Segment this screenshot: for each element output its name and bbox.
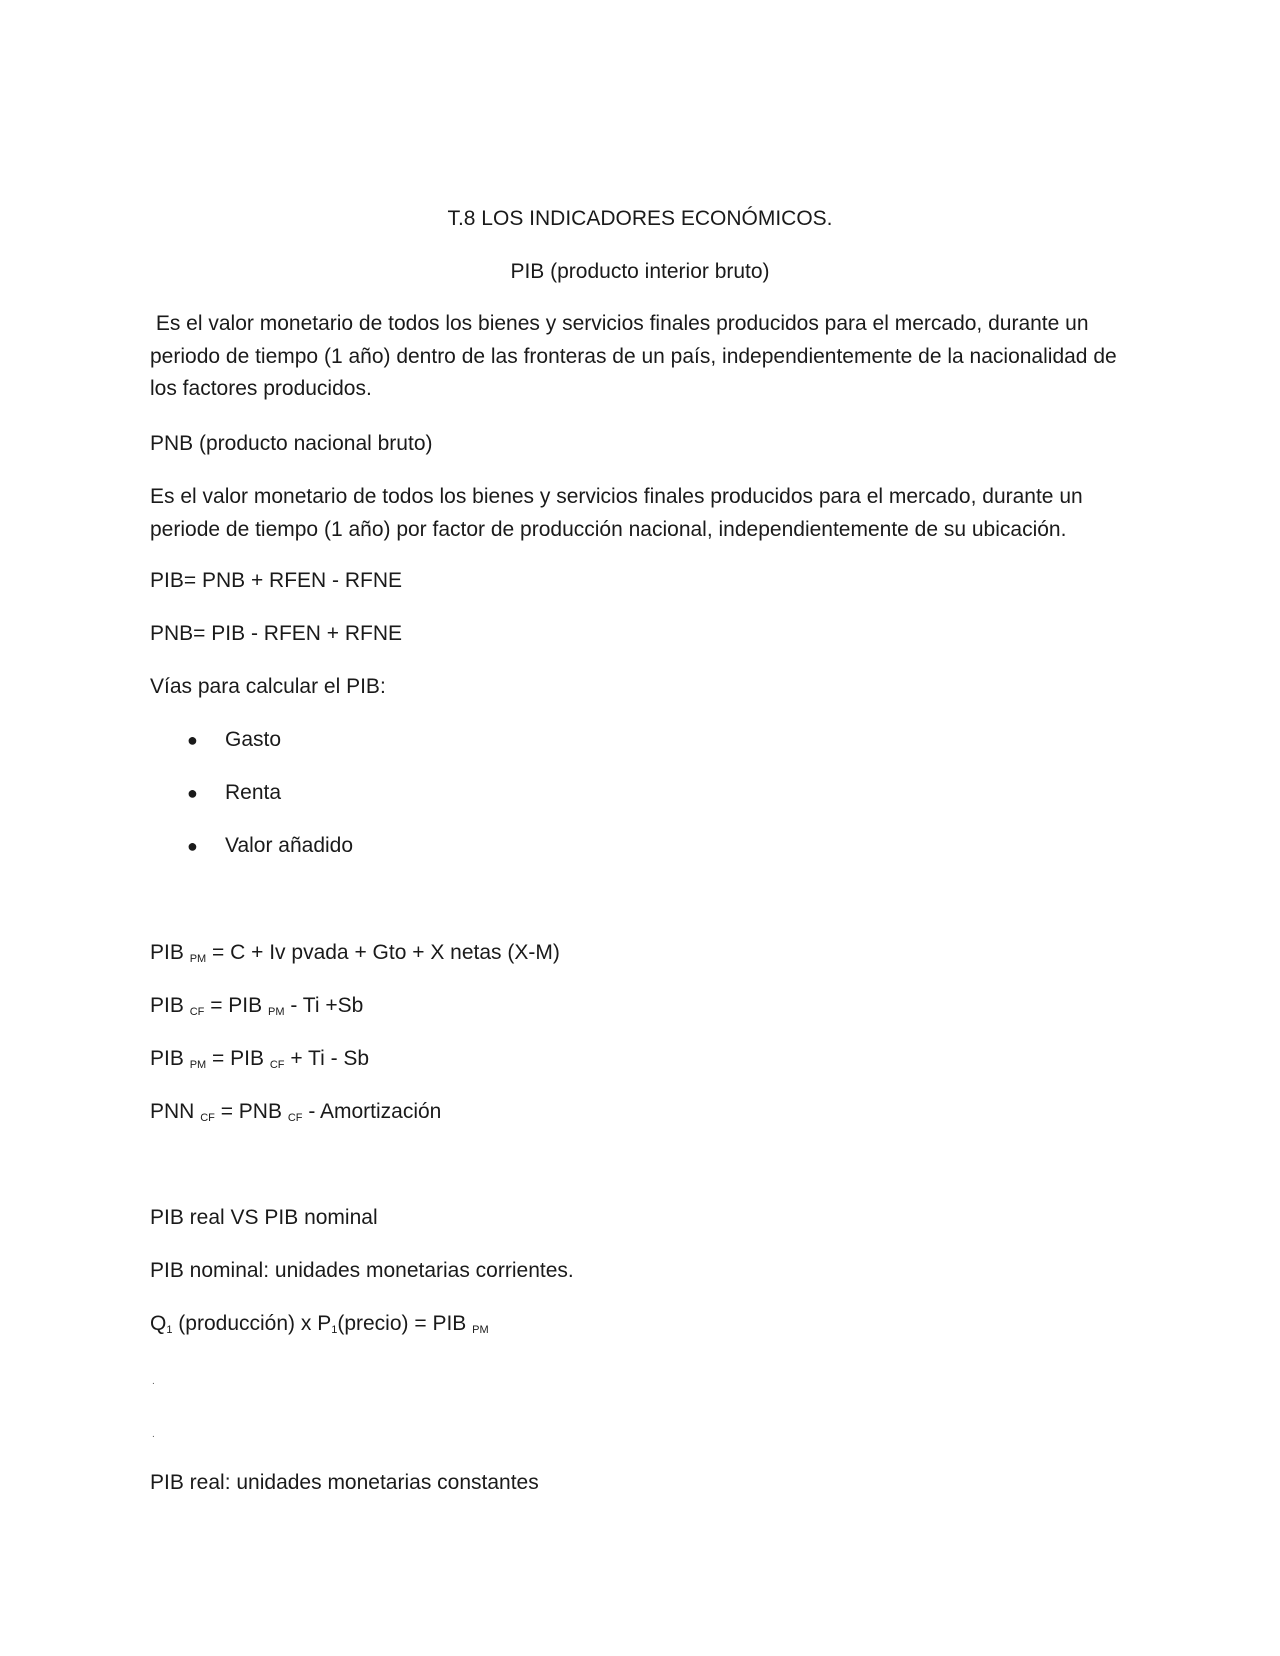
list-item: Valor añadido — [225, 834, 354, 857]
vias-heading: Vías para calcular el PIB: — [150, 675, 386, 698]
real-definition: PIB real: unidades monetarias constantes — [150, 1471, 539, 1494]
empty-dot: . — [152, 1429, 155, 1440]
list-item: Renta — [225, 781, 282, 804]
equation-pib-cf: PIB $_{CF}$ = PIB $_{PM}$ - Ti +Sb — [150, 994, 364, 1018]
formula-pnb: PNB= PIB - RFEN + RFNE — [150, 622, 403, 645]
pib-heading: PIB (producto interior bruto) — [510, 260, 770, 283]
nominal-definition: PIB nominal: unidades monetarias corrientes. — [150, 1259, 574, 1282]
bullet-icon: ● — [187, 836, 198, 856]
pnb-heading: PNB (producto nacional bruto) — [150, 432, 433, 455]
empty-dot: . — [152, 1376, 155, 1387]
formula-pib: PIB= PNB + RFEN - RFNE — [150, 569, 403, 592]
equation-pnn-cf: PNN $_{CF}$ = PNB $_{CF}$ - Amortización — [150, 1100, 442, 1124]
equation-pib-pm: PIB $_{PM}$ = C + Iv pvada + Gto + X netas (X-M) — [150, 941, 560, 965]
bullet-icon: ● — [187, 730, 198, 750]
pib-definition: Es el valor monetario de todos los bienes y servicios finales producidos para el mercado, durante un periodo de tiempo (1 año) dentro de las fronteras de un país, independientemente de la nacionalidad de los factores producidos. — [150, 312, 1123, 400]
document-title: T.8 LOS INDICADORES ECONÓMICOS. — [447, 207, 833, 230]
pnb-definition: Es el valor monetario de todos los bienes y servicios finales producidos para el mercado, durante un periode de tiempo (1 año) por factor de producción nacional, independientemente de su ubicación. — [150, 485, 1083, 541]
bullet-icon: ● — [187, 783, 198, 803]
equation-pib-pm-from-cf: PIB $_{PM}$ = PIB $_{CF}$ + Ti - Sb — [150, 1047, 370, 1071]
list-item: Gasto — [225, 728, 282, 751]
equation-q-p: $Q_1$ (producción) x $P_1(precio)$ = PIB $_{PM}$ — [150, 1312, 489, 1336]
real-vs-nominal-heading: PIB real VS PIB nominal — [150, 1206, 378, 1229]
